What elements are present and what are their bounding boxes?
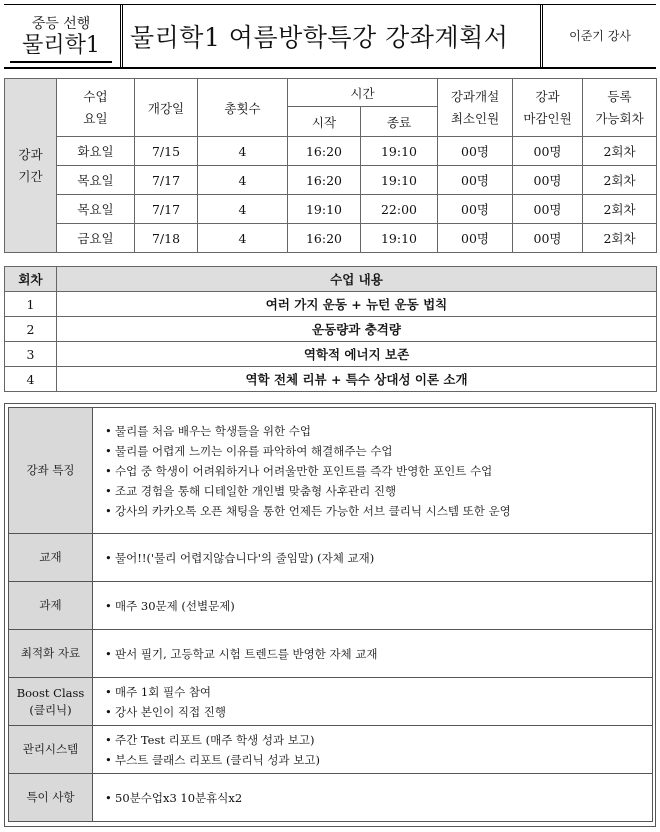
list-item: • 매주 1회 필수 참여 [105, 682, 652, 702]
label-line: (클리닉) [29, 702, 72, 717]
cell-content: 역학적 에너지 보존 [57, 342, 657, 367]
features-table [8, 407, 653, 822]
table-row [9, 774, 653, 822]
header-line: 강과 [535, 88, 560, 104]
table-row [9, 534, 653, 582]
col-header-time-start: 시작 [288, 107, 361, 137]
list-item: • 수업 중 학생이 어려워하거나 어려울만한 포인트를 즉각 반영한 포인트 수업 [105, 461, 652, 481]
cell-session: 2 [5, 317, 57, 342]
list-item: • 조교 경험을 통해 디테일한 개인별 맞춤형 사후관리 진행 [105, 481, 652, 501]
textbook-list [93, 534, 653, 582]
cell-end: 22:00 [361, 195, 438, 224]
table-row [5, 195, 657, 224]
cell-start: 16:20 [288, 224, 361, 253]
cell-date: 7/18 [135, 224, 198, 253]
list-item: • 주간 Test 리포트 (매주 학생 성과 보고) [105, 730, 652, 750]
label-notes: 특이 사항 [9, 774, 93, 822]
table-row [9, 726, 653, 774]
schedule-table [4, 78, 657, 253]
cell-min: 00명 [438, 137, 513, 166]
col-header-start-date: 개강일 [135, 79, 198, 137]
cell-max: 00명 [513, 137, 583, 166]
cell-count: 4 [198, 166, 288, 195]
cell-day: 금요일 [57, 224, 135, 253]
period-label-line: 기간 [18, 168, 43, 184]
cell-max: 00명 [513, 224, 583, 253]
label-line: Boost Class [16, 685, 85, 700]
page-title: 물리학1 여름방학특강 강좌계획서 [130, 23, 509, 52]
cell-reg: 2회차 [583, 224, 657, 253]
list-item: • 강사 본인이 직접 진행 [105, 702, 652, 722]
cell-max: 00명 [513, 195, 583, 224]
list-item: • 부스트 클래스 리포트 (클리닉 성과 보고) [105, 750, 652, 770]
list-item: • 판서 필기, 고등학교 시험 트렌드를 반영한 자체 교재 [105, 644, 652, 664]
label-management-system: 관리시스템 [9, 726, 93, 774]
cell-day: 목요일 [57, 166, 135, 195]
col-header-registration [583, 79, 657, 137]
course-subtitle: 중등 선행 [31, 16, 91, 32]
header-line: 최소인원 [450, 110, 500, 126]
document-header [4, 4, 656, 69]
cell-day: 화요일 [57, 137, 135, 166]
cell-session: 4 [5, 367, 57, 392]
table-row [5, 166, 657, 195]
cell-date: 7/17 [135, 166, 198, 195]
notes-list [93, 774, 653, 822]
table-row [9, 408, 653, 534]
header-line: 요일 [83, 110, 108, 126]
cell-content: 운동량과 충격량 [57, 317, 657, 342]
table-row [5, 342, 657, 367]
header-divider [540, 5, 543, 67]
table-row [5, 137, 657, 166]
teacher-name: 이준기 강사 [569, 29, 631, 43]
col-header-time: 시간 [288, 79, 438, 107]
optimized-list [93, 630, 653, 678]
cell-date: 7/17 [135, 195, 198, 224]
label-course-features: 강좌 특징 [9, 408, 93, 534]
course-features-list [93, 408, 653, 534]
cell-min: 00명 [438, 195, 513, 224]
cell-end: 19:10 [361, 137, 438, 166]
cell-date: 7/15 [135, 137, 198, 166]
cell-start: 16:20 [288, 166, 361, 195]
table-row [9, 630, 653, 678]
cell-content: 여러 가지 운동 + 뉴턴 운동 법칙 [57, 292, 657, 317]
list-item: • 물어!!('물리 어렵지않습니다'의 줄임말) (자체 교재) [105, 548, 652, 568]
cell-min: 00명 [438, 166, 513, 195]
cell-session: 3 [5, 342, 57, 367]
homework-list [93, 582, 653, 630]
col-header-min-enrollment [438, 79, 513, 137]
list-item: • 물리를 처음 배우는 학생들을 위한 수업 [105, 421, 652, 441]
period-label [5, 79, 57, 253]
col-header-time-end: 종료 [361, 107, 438, 137]
label-homework: 과제 [9, 582, 93, 630]
course-name: 물리학1 [10, 33, 112, 63]
table-row [5, 367, 657, 392]
cell-end: 19:10 [361, 224, 438, 253]
cell-start: 19:10 [288, 195, 361, 224]
cell-min: 00명 [438, 224, 513, 253]
table-row [5, 317, 657, 342]
cell-day: 목요일 [57, 195, 135, 224]
cell-session: 1 [5, 292, 57, 317]
cell-reg: 2회차 [583, 137, 657, 166]
label-boost-class [9, 678, 93, 726]
table-row [9, 678, 653, 726]
header-line: 강과개설 [450, 88, 500, 104]
table-row [5, 224, 657, 253]
col-header-count: 총횟수 [198, 79, 288, 137]
cell-count: 4 [198, 224, 288, 253]
header-line: 가능회차 [595, 110, 644, 126]
cell-start: 16:20 [288, 137, 361, 166]
label-textbook: 교재 [9, 534, 93, 582]
col-header-session: 회차 [5, 267, 57, 292]
cell-reg: 2회차 [583, 195, 657, 224]
label-optimized-materials: 최적화 자료 [9, 630, 93, 678]
header-line: 등록 [607, 88, 632, 104]
col-header-max-enrollment [513, 79, 583, 137]
list-item: • 물리를 어렵게 느끼는 이유를 파악하여 해결해주는 수업 [105, 441, 652, 461]
col-header-day [57, 79, 135, 137]
col-header-content: 수업 내용 [57, 267, 657, 292]
cell-end: 19:10 [361, 166, 438, 195]
table-row [9, 582, 653, 630]
period-label-line: 강과 [18, 146, 43, 162]
header-line: 수업 [83, 88, 108, 104]
list-item: • 50분수업x3 10분휴식x2 [105, 788, 652, 808]
table-row [5, 292, 657, 317]
cell-count: 4 [198, 137, 288, 166]
curriculum-table [4, 266, 657, 392]
cell-reg: 2회차 [583, 166, 657, 195]
header-divider [120, 5, 123, 67]
course-badge [4, 5, 118, 67]
management-list [93, 726, 653, 774]
list-item: • 강사의 카카오톡 오픈 채팅을 통한 언제든 가능한 서브 클리닉 시스템 또한 운영 [105, 501, 652, 521]
list-item: • 매주 30문제 (선별문제) [105, 596, 652, 616]
cell-count: 4 [198, 195, 288, 224]
header-line: 마감인원 [523, 110, 572, 126]
cell-content: 역학 전체 리뷰 + 특수 상대성 이론 소개 [57, 367, 657, 392]
boost-list [93, 678, 653, 726]
cell-max: 00명 [513, 166, 583, 195]
